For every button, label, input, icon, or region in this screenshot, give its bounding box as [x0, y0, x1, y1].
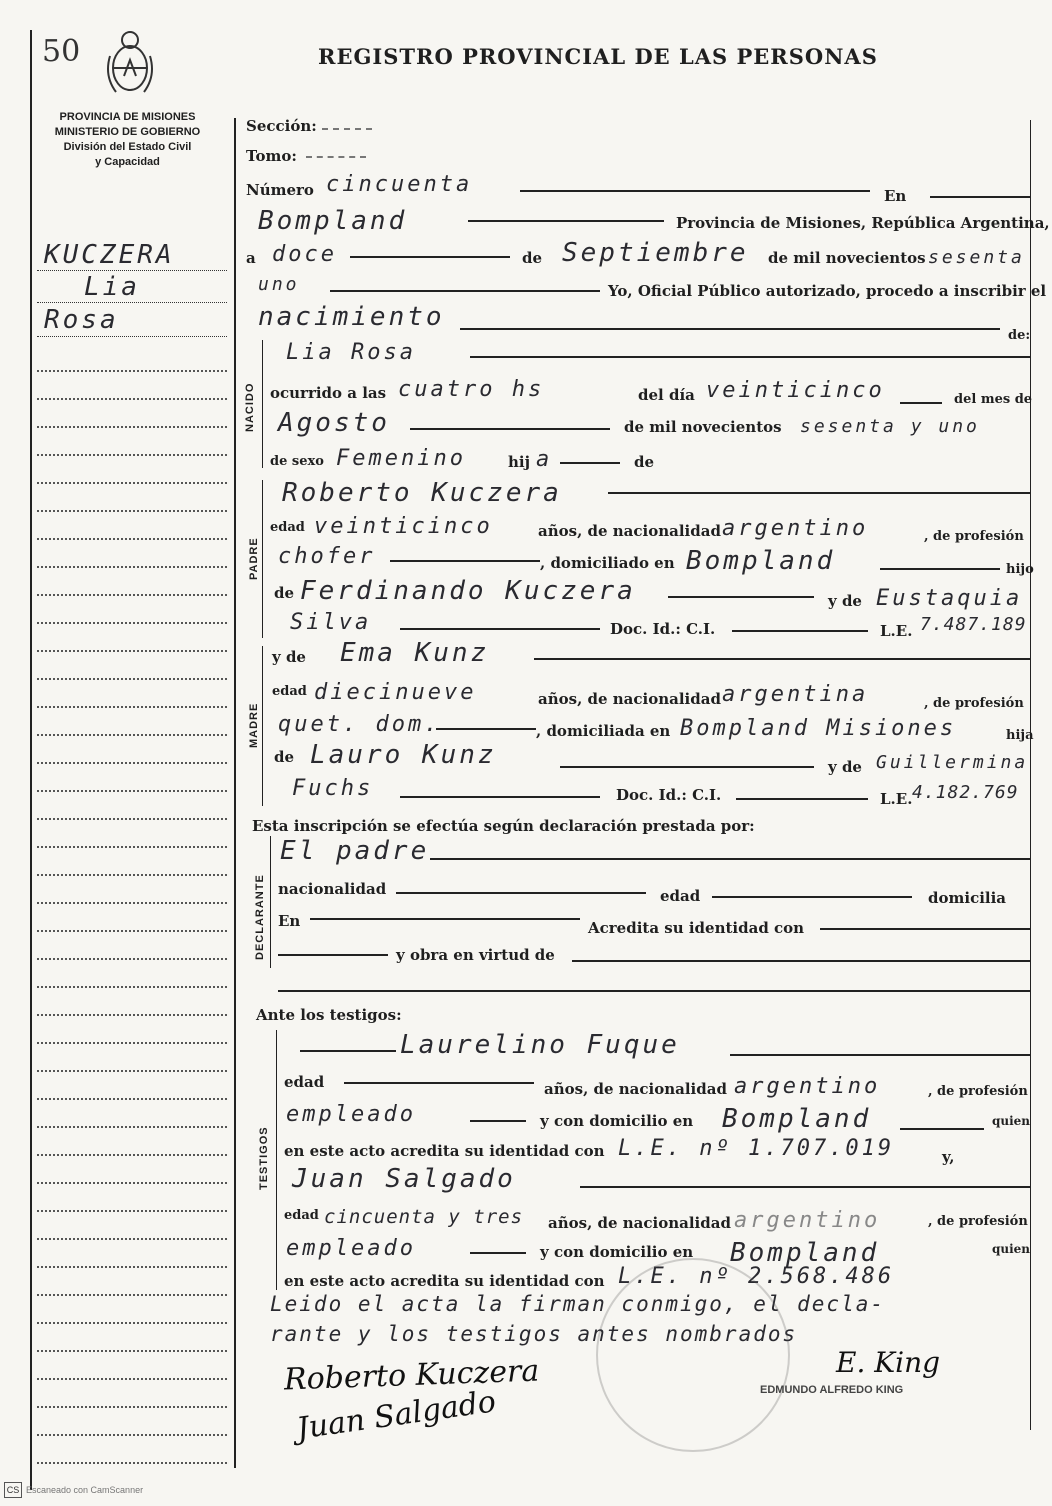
declarante-side-label: DECLARANTE [254, 874, 266, 960]
leido-line1: Leido el acta la firman conmigo, el decla- [270, 1292, 886, 1316]
testigo2-value: Juan Salgado [292, 1164, 516, 1194]
page-title: REGISTRO PROVINCIAL DE LAS PERSONAS [318, 44, 878, 69]
padre-bracket [262, 480, 263, 638]
margin-surname: KUCZERA [44, 240, 175, 270]
mes-nac-line [410, 428, 610, 430]
lugar-value: Bompland [258, 206, 408, 236]
madre-bracket [262, 646, 263, 806]
nacido-bracket [262, 340, 263, 468]
y-obra-label: y obra en virtud de [396, 946, 555, 964]
padre-dom-value: Bompland [686, 546, 836, 576]
dia-nac-value: veinticinco [706, 378, 885, 403]
seccion-label: Sección: [246, 117, 317, 135]
t2-dom-value: Bompland [730, 1238, 880, 1268]
hij-label: hij [508, 453, 531, 471]
padre-dom-label: , domiciliado en [540, 554, 675, 572]
de-colon-label: de: [1008, 328, 1031, 343]
numero-line [520, 190, 870, 192]
acto-line [460, 328, 1000, 330]
rule [37, 270, 227, 271]
en-line [930, 196, 1030, 198]
madre-madre2-value: Fuchs [292, 776, 374, 801]
t2-prof-line [470, 1252, 526, 1254]
madre-padre-line [560, 766, 814, 768]
declarante-nac-label: nacionalidad [278, 880, 387, 898]
madre-anos-label: años, de nacionalidad [538, 690, 721, 708]
declarante-bracket [270, 836, 271, 968]
padre-doc-label: Doc. Id.: C.I. [610, 620, 716, 638]
padre-nombre-line [608, 492, 1030, 494]
margin-divider [234, 118, 236, 1468]
declarante-line [430, 858, 1030, 860]
yo-oficial-label: Yo, Oficial Público autorizado, procedo a inscribir el [608, 282, 1047, 300]
madre-y-de-label: y de [272, 648, 306, 666]
padre-nombre-value: Roberto Kuczera [282, 478, 562, 508]
madre-le-value: 4.182.769 [912, 782, 1019, 803]
t1-acto-label: en este acto acredita su identidad con [284, 1142, 605, 1160]
t2-anos-label: años, de nacionalidad [548, 1214, 731, 1232]
t2-prof-value: empleado [286, 1236, 416, 1261]
margin-middle-name: Rosa [44, 305, 119, 335]
padre-edad-value: veinticinco [314, 514, 493, 539]
province-line: PROVINCIA DE MISIONES [59, 111, 196, 123]
provincia-label: Provincia de Misiones, República Argentina, [676, 214, 1050, 232]
en-label: En [884, 187, 907, 205]
dia-nac-line [900, 402, 942, 404]
t1-id-value: L.E. nº 1.707.019 [618, 1136, 895, 1161]
t1-nac-value: argentino [734, 1074, 881, 1099]
t1-pre-line [300, 1050, 396, 1052]
leido-line2: rante y los testigos antes nombrados [270, 1322, 798, 1346]
de-mil-novecientos-label: de mil novecientos [624, 418, 782, 436]
signature-king: E. King [836, 1346, 941, 1379]
t1-quien-label: quien [992, 1114, 1031, 1128]
acredita-line [820, 928, 1030, 930]
madre-doc-line [736, 798, 868, 800]
padre-hijo-label: hijo [1006, 562, 1034, 577]
t2-id-value: L.E. nº 2.568.486 [618, 1264, 895, 1289]
padre-padre-line [668, 596, 814, 598]
padre-anos-label: años, de nacionalidad [538, 522, 721, 540]
declarante-nac-line [396, 892, 646, 894]
t2-dom-label: y con domicilio en [540, 1243, 694, 1261]
madre-hija-label: hija [1006, 728, 1034, 743]
madre-padre-value: Lauro Kunz [310, 740, 497, 770]
padre-edad-label: edad [270, 520, 305, 535]
de-mil-label: de mil novecientos [768, 249, 926, 267]
madre-prof-line [436, 728, 536, 730]
padre-prof-line [390, 560, 540, 562]
t1-prof-line [470, 1120, 526, 1122]
t1-dom-line [900, 1128, 984, 1130]
t1-anos-label: años, de nacionalidad [544, 1080, 727, 1098]
declarante-en-label: En [278, 912, 301, 930]
madre-side-label: MADRE [248, 702, 260, 748]
coat-of-arms-icon [100, 26, 160, 98]
madre-nac-value: argentina [722, 682, 869, 707]
padre-dom-line [880, 568, 1000, 570]
mes-value: Septiembre [562, 238, 749, 268]
testigos-bracket [276, 1030, 277, 1290]
t1-y-label: y, [942, 1148, 955, 1166]
province-header [30, 110, 225, 170]
signature-juan: Juan Salgado [294, 1384, 498, 1447]
hora-value: cuatro hs [398, 377, 545, 402]
t2-nac-value: argentino [734, 1208, 881, 1233]
de-label: de [522, 249, 543, 267]
declarante-edad-label: edad [660, 887, 701, 905]
dia-line [350, 256, 510, 258]
madre-doc-label: Doc. Id.: C.I. [616, 786, 722, 804]
madre-dom-value: Bompland Misiones [680, 716, 957, 741]
hij-line [560, 462, 620, 464]
sexo-value: Femenino [336, 446, 466, 471]
hij-de-label: de [634, 453, 655, 471]
signature-roberto: Roberto Kuczera [283, 1353, 540, 1398]
a-label: a [246, 249, 256, 267]
madre-profesion-label: , de profesión [924, 696, 1024, 711]
padre-y-de-label: y de [828, 592, 862, 610]
ministry-line: MINISTERIO DE GOBIERNO [54, 126, 201, 138]
padre-le-label: L.E. [880, 622, 913, 640]
declarante-en-line [310, 918, 580, 920]
acto-value: nacimiento [258, 302, 445, 332]
lugar-line [468, 220, 664, 222]
t2-profesion-label: , de profesión [928, 1214, 1028, 1229]
padre-le-value: 7.487.189 [920, 614, 1027, 635]
right-border [1030, 120, 1031, 1430]
t2-post-line [580, 1186, 1030, 1188]
testigo1-value: Laurelino Fuque [400, 1030, 680, 1060]
del-mes-label: del mes de [954, 392, 1033, 407]
margin-given-name: Lia [84, 272, 140, 302]
esta-inscripcion-label: Esta inscripción se efectúa según declaración prestada por: [252, 817, 755, 835]
nombre-value: Lia Rosa [286, 340, 416, 365]
declarante-dom-label: domicilia [928, 889, 1007, 907]
padre-profesion-label: , de profesión [924, 529, 1024, 544]
t1-dom-label: y con domicilio en [540, 1112, 694, 1130]
padre-nac-value: argentino [722, 516, 869, 541]
padre-padre-value: Ferdinando Kuczera [300, 576, 636, 606]
seccion-line [322, 128, 372, 130]
nombre-line [470, 356, 1030, 358]
mes-nac-value: Agosto [278, 408, 390, 438]
tomo-label: Tomo: [246, 147, 297, 165]
declarante-edad-line [712, 896, 912, 898]
madre-nombre-line [534, 658, 1030, 660]
numero-value: cincuenta [326, 172, 473, 197]
acredita-label: Acredita su identidad con [588, 919, 805, 937]
anio1-value: sesenta [928, 247, 1025, 268]
left-margin-border [30, 30, 32, 1490]
t2-edad-label: edad [284, 1208, 319, 1223]
madre-dom-label: , domiciliada en [536, 722, 671, 740]
y-obra-line [278, 954, 388, 956]
padre-doc-line [732, 630, 868, 632]
camscanner-badge: CS [4, 1482, 22, 1498]
padre-madre2-line [400, 628, 600, 630]
rule [37, 336, 227, 337]
anio-nac-value: sesenta y uno [800, 416, 980, 437]
t1-profesion-label: , de profesión [928, 1084, 1028, 1099]
stamp-name: EDMUNDO ALFREDO KING [760, 1384, 904, 1396]
padre-de-label: de [274, 584, 295, 602]
camscanner-text: Escaneado con CamScanner [26, 1485, 144, 1495]
nacido-side-label: NACIDO [244, 382, 256, 432]
hij-suffix-value: a [536, 447, 553, 472]
numero-label: Número [246, 181, 314, 199]
declarante-value: El padre [280, 836, 430, 866]
madre-madre2-line [400, 796, 600, 798]
padre-prof-value: chofer [278, 544, 376, 569]
madre-nombre-value: Ema Kunz [340, 638, 490, 668]
t2-quien-label: quien [992, 1242, 1031, 1256]
anio2-value: uno [258, 274, 300, 295]
dia-value: doce [272, 242, 337, 267]
padre-madre2-value: Silva [290, 610, 372, 635]
capacity-line: y Capacidad [95, 156, 160, 168]
t1-prof-value: empleado [286, 1102, 416, 1127]
tomo-line [306, 156, 366, 158]
del-dia-label: del día [638, 386, 695, 404]
t1-dom-value: Bompland [722, 1104, 872, 1134]
t2-edad-value: cincuenta y tres [324, 1206, 524, 1228]
rule [37, 302, 227, 303]
ante-testigos-label: Ante los testigos: [256, 1006, 402, 1024]
division-line: División del Estado Civil [63, 141, 192, 153]
madre-madre1-value: Guillermina [876, 752, 1029, 773]
madre-prof-value: quet. dom. [278, 712, 441, 737]
t2-acto-label: en este acto acredita su identidad con [284, 1272, 605, 1290]
madre-edad-label: edad [272, 684, 307, 699]
official-stamp [596, 1258, 790, 1452]
madre-le-label: L.E. [880, 790, 913, 808]
t1-post-line [730, 1054, 1030, 1056]
de-sexo-label: de sexo [270, 454, 324, 469]
madre-edad-value: diecinueve [314, 680, 477, 705]
padre-madre1-value: Eustaquia [876, 586, 1023, 611]
ocurrido-label: ocurrido a las [270, 384, 387, 402]
obra-line [572, 960, 1030, 962]
madre-y-de2-label: y de [828, 758, 862, 776]
t1-edad-line [344, 1082, 534, 1084]
padre-side-label: PADRE [248, 537, 260, 580]
anio2-line [330, 290, 600, 292]
page-number: 50 [42, 34, 81, 69]
madre-de-label: de [274, 748, 295, 766]
testigos-side-label: TESTIGOS [258, 1126, 270, 1190]
t1-edad-label: edad [284, 1073, 325, 1091]
blank-line [278, 990, 1030, 992]
